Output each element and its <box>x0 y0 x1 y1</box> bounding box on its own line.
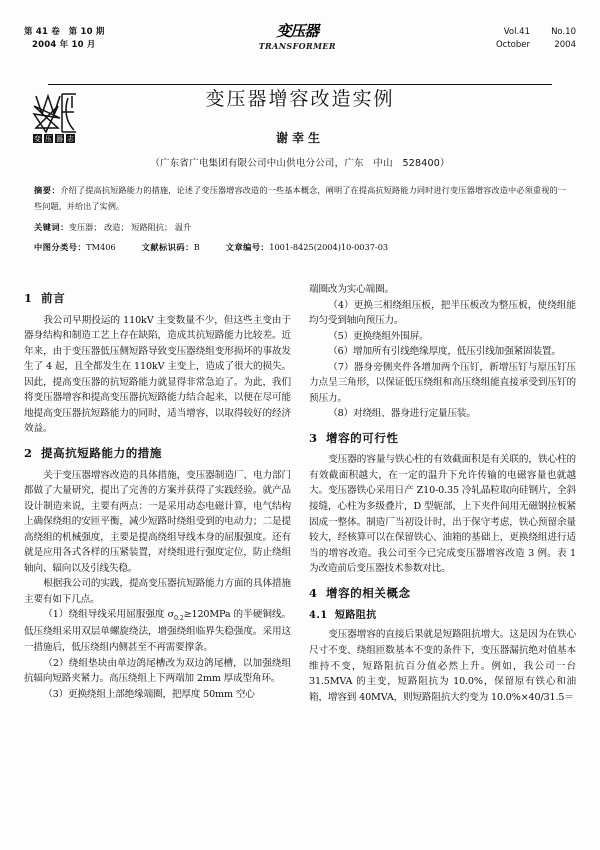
article-number-group <box>226 240 388 256</box>
subsection-4-1-number: 4.1 <box>309 610 328 622</box>
paragraph-s2-p7: （4）更换三相绕组压板，把半压板改为整压板，使绕组能均匀受到轴向预压力。 <box>309 299 576 327</box>
section-4-title: 增容的相关概念 <box>326 585 411 600</box>
paragraph-s3-p1: 变压器的容量与铁心柱的有效截面积是有关联的，铁心柱的有效截面积越大，在一定的温升下允许传输的电磁容量也就越大。变压器铁心采用日产 Z10-0.35 冷轧晶粒取向硅钢片，全斜接缝，心柱为多级叠片，D 型轭部，上下夹件间用无磁钢拉板紧固成一整体。制造厂当初设计时，出于保守考虑，铁心预留余量较大，经核算可以在保留铁心、油箱的基础上，更换绕组进行适当的增容改造。我公司至今已完成变压器增容改造 3 例。表 1 为改造前后变压器技术参数对比。 <box>309 454 576 575</box>
measure-1-text-a: （1）绕组导线采用屈服强度 σ <box>43 609 174 621</box>
abstract-block <box>34 183 566 215</box>
doccode-group <box>142 240 200 256</box>
doccode-value: B <box>193 241 200 252</box>
classification-block <box>34 240 566 256</box>
sigma-subscript: 0.2 <box>174 615 184 623</box>
masthead-volume-info-en <box>490 26 576 52</box>
abstract-text: 介绍了提高抗短路能力的措施，论述了变压器增容改造的一些基本概念，阐明了在提高抗短路能力同时进行变压器增容改造中必须重视的一些问题，并给出了实例。 <box>34 185 566 211</box>
paragraph-s2-p5: （3）更换绕组上部绝缘端圈，把厚度 50mm 空心 <box>43 688 255 700</box>
svg-text:压: 压 <box>45 135 52 143</box>
masthead-journal-name <box>259 24 336 51</box>
paragraph-s2-p1: 关于变压器增容改造的具体措施，变压器制造厂、电力部门都做了大量研究，提出了完善的方案并获得了实践经验。就产品设计制造来说，主要有两点：一是采用动态电磁计算，电气结构上确保绕组的安匝平衡，减少短路时绕组受到的电动力；二是提高绕组的机械强度，主要是提高绕组导线本身的屈服强度。还有就是应用各式各样的压紧装置，对绕组进行强度定位，防止绕组轴向、辐向以及引线失稳。 <box>24 469 291 574</box>
subsection-4-1-title: 短路阻抗 <box>335 610 377 622</box>
section-4-number: 4 <box>309 585 318 600</box>
clc-group <box>34 240 116 256</box>
section-1-number: 1 <box>24 291 33 305</box>
masthead-vol-label: Vol.41 <box>503 27 530 37</box>
masthead-month-label: October <box>495 40 530 51</box>
journal-title-en: TRANSFORMER <box>258 40 336 51</box>
svg-text:变: 变 <box>34 135 41 143</box>
journal-title-cn: 变压器 <box>276 22 319 40</box>
section-heading-1 <box>24 289 291 308</box>
section-2-title: 提高抗短路能力的措施 <box>41 445 162 460</box>
section-3-number: 3 <box>309 430 318 445</box>
section-heading-2 <box>24 444 291 463</box>
body-columns <box>24 282 576 836</box>
svg-text:志: 志 <box>67 135 74 143</box>
paragraph-s2-p6: 端圈改为实心端圈。 <box>309 284 394 295</box>
section-3-title: 增容的可行性 <box>326 430 399 445</box>
svg-text:器: 器 <box>56 135 63 143</box>
masthead-volume-line: 第 41 卷 第 10 期 <box>24 27 105 37</box>
paragraph-s2-p2: 根据我公司的实践，提高变压器抗短路能力方面的具体措施主要有如下几点。 <box>24 578 291 605</box>
masthead-date-line: 2004 年 10 月 <box>32 40 96 51</box>
paragraph-s2-p4: （2）绕组垫块由单边鸽尾槽改为双边鸽尾槽，以加强绕组抗辐向短路夹紧力。高压绕组上下两端加 2mm 厚成型角环。 <box>24 657 291 685</box>
keywords-label: 关键词： <box>34 221 69 232</box>
paragraph-s2-p3 <box>24 607 291 655</box>
frontmatter <box>34 183 566 256</box>
masthead-issue-label: No.10 <box>551 27 576 37</box>
journal-emblem-icon <box>28 88 86 146</box>
clc-label: 中图分类号： <box>34 241 87 252</box>
author-affiliation: （广东省广电集团有限公司中山供电分公司，广东 中山 528400） <box>150 158 450 169</box>
section-2-number: 2 <box>24 445 33 460</box>
section-1-title: 前言 <box>41 291 66 305</box>
keywords-block <box>34 220 566 236</box>
abstract-label: 摘要： <box>34 185 61 195</box>
column-left <box>24 282 291 836</box>
paragraph-s2-p10: （7）器身旁侧夹件各增加两个压钉，新增压钉与原压钉压力点呈三角形，以保证低压绕组和高压绕组能直接承受到压钉的预压力。 <box>309 361 576 404</box>
section-heading-4 <box>309 584 576 603</box>
paragraph-s2-p9: （6）增加所有引线绝缘厚度，低压引线加强紧固装置。 <box>328 346 561 358</box>
masthead-year-label: 2004 <box>554 40 576 51</box>
measure-1-text-b: ≥120MPa 的半硬铜线。低压绕组采用双层单螺旋绕法，增强绕组临界失稳强度。采用这一措施后，低压绕组内侧甚至不再需要撑条。 <box>24 609 292 653</box>
page-title: 变压器增容改造实例 <box>205 88 395 110</box>
subsection-heading-4-1 <box>309 608 576 624</box>
clc-value: TM406 <box>86 241 116 252</box>
masthead-issue-info <box>24 26 105 52</box>
paragraph-s2-p11: （8）对绕组、器身进行定量压装。 <box>328 408 476 420</box>
doccode-label: 文献标识码： <box>141 241 194 252</box>
article-number-value: 1001-8425(2004)10-0037-03 <box>269 241 389 252</box>
author-name: 谢幸生 <box>275 131 324 145</box>
column-right <box>309 282 576 836</box>
masthead <box>24 22 576 68</box>
paragraph-s41-p1: 变压器增容的直接后果就是短路阻抗增大。这是因为在铁心尺寸不变、绕组匝数基本不变的条件下，变压器漏抗绝对值基本维持不变，短路阻抗百分值必然上升。例如，我公司一台 31.5MVA 的主变，短路阻抗为 10.0%，保留原有铁心和油箱，增容到 40MVA，则短路阻抗大约变为 10.0%×40/31.5＝ <box>309 629 576 703</box>
title-block <box>24 84 576 169</box>
section-heading-3 <box>309 429 576 448</box>
article-number-label: 文章编号： <box>225 241 270 252</box>
paragraph-s1-p1: 我公司早期投运的 110kV 主变数量不少，但这些主变由于器身结构和制造工艺上存在缺陷，造成其抗短路能力比较差。近年来，由于变压器低压侧短路导致变压器绕组变形损坏的事故发生了 4 起，且全都发生在 110kV 主变上，造成了很大的损失。因此，提高变压器的抗短路能力就显得非常急迫了。为此，我们将变压器增容和提高变压器抗短路能力结合起来，以便在尽可能地提高变压器抗短路能力的同时，适当增容，以取得较好的经济效益。 <box>24 314 291 435</box>
paragraph-s2-p8: （5）更换绕组外围屏。 <box>328 330 429 342</box>
keywords-text: 变压器； 改造； 短路阻抗； 温升 <box>68 221 192 232</box>
